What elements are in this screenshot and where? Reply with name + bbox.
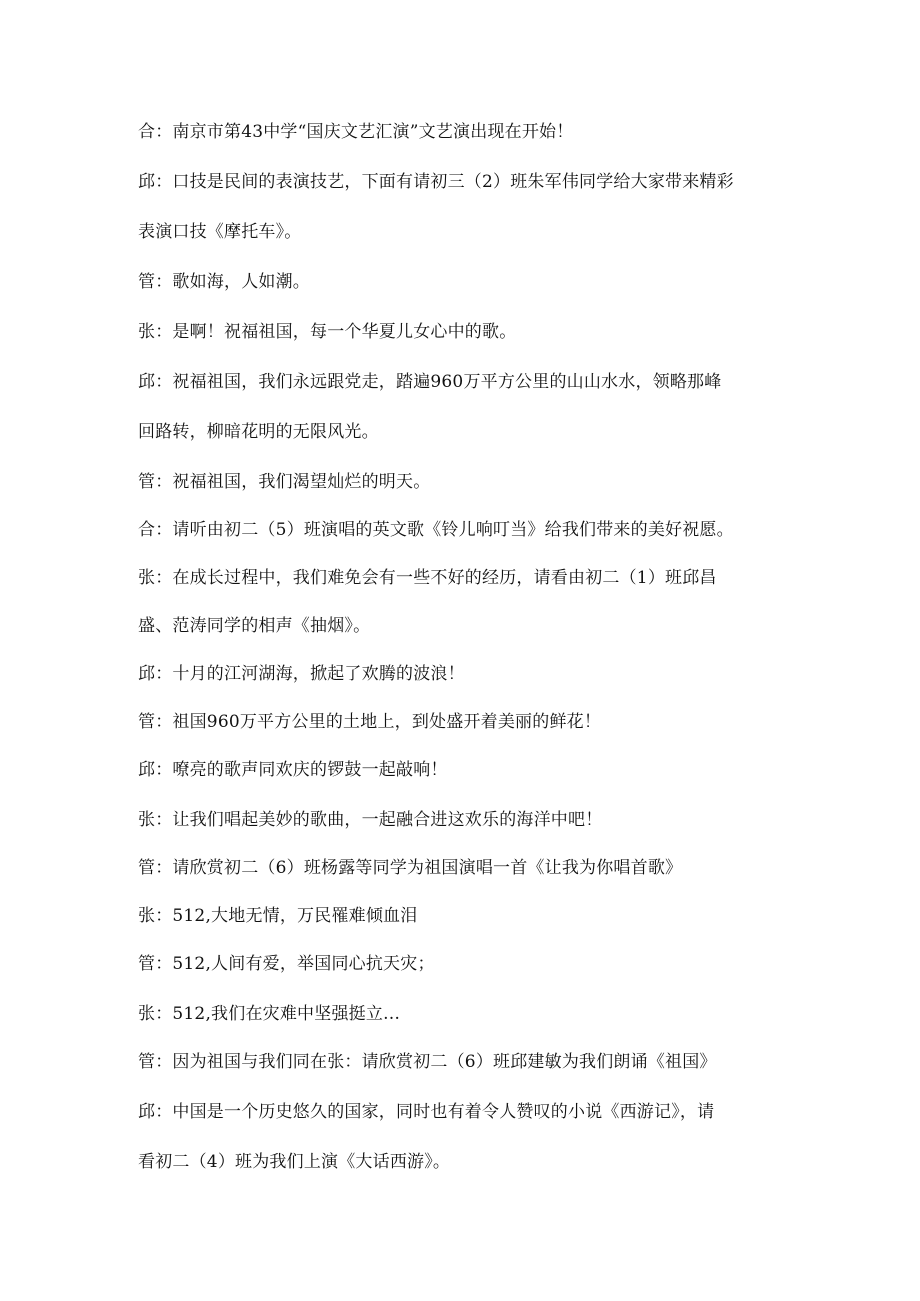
script-line: 邱：中国是一个历史悠久的国家，同时也有着令人赞叹的小说《西游记》，请 [138,1102,715,1122]
script-line: 邱：嘹亮的歌声同欢庆的锣鼓一起敲响！ [138,760,448,780]
script-line: 邱：口技是民间的表演技艺，下面有请初三（2）班朱军伟同学给大家带来精彩 [138,172,734,192]
script-line: 表演口技《摩托车》。 [138,222,302,242]
script-line: 合：南京市第43中学“国庆文艺汇演”文艺演出现在开始！ [138,122,574,142]
script-line: 邱：祝福祖国，我们永远跟党走，踏遍960万平方公里的山山水水，领略那峰 [138,372,722,392]
script-line: 张：让我们唱起美妙的歌曲，一起融合进这欢乐的海洋中吧！ [138,810,603,830]
script-line: 张：512,大地无情，万民罹难倾血泪 [138,906,418,926]
script-line: 管：因为祖国与我们同在张：请欣赏初二（6）班邱建敏为我们朗诵《祖国》 [138,1052,717,1072]
script-line: 管：祖国960万平方公里的土地上，到处盛开着美丽的鲜花！ [138,712,602,732]
script-line: 回路转，柳暗花明的无限风光。 [138,422,379,442]
script-line: 合：请听由初二（5）班演唱的英文歌《铃儿响叮当》给我们带来的美好祝愿。 [138,520,734,540]
script-line: 张：512,我们在灾难中坚强挺立… [138,1004,401,1024]
script-line: 管：请欣赏初二（6）班杨露等同学为祖国演唱一首《让我为你唱首歌》 [138,858,683,878]
script-line: 管：祝福祖国，我们渴望灿烂的明天。 [138,472,431,492]
script-line: 看初二（4）班为我们上演《大话西游》。 [138,1152,451,1172]
script-line: 盛、范涛同学的相声《抽烟》。 [138,616,371,636]
script-line: 管：歌如海，人如潮。 [138,272,310,292]
script-line: 张：在成长过程中，我们难免会有一些不好的经历，请看由初二（1）班邱昌 [138,568,717,588]
script-line: 管：512,人间有爱，举国同心抗天灾； [138,954,435,974]
script-line: 邱：十月的江河湖海，掀起了欢腾的波浪！ [138,664,465,684]
script-line: 张：是啊！祝福祖国，每一个华夏儿女心中的歌。 [138,322,517,342]
